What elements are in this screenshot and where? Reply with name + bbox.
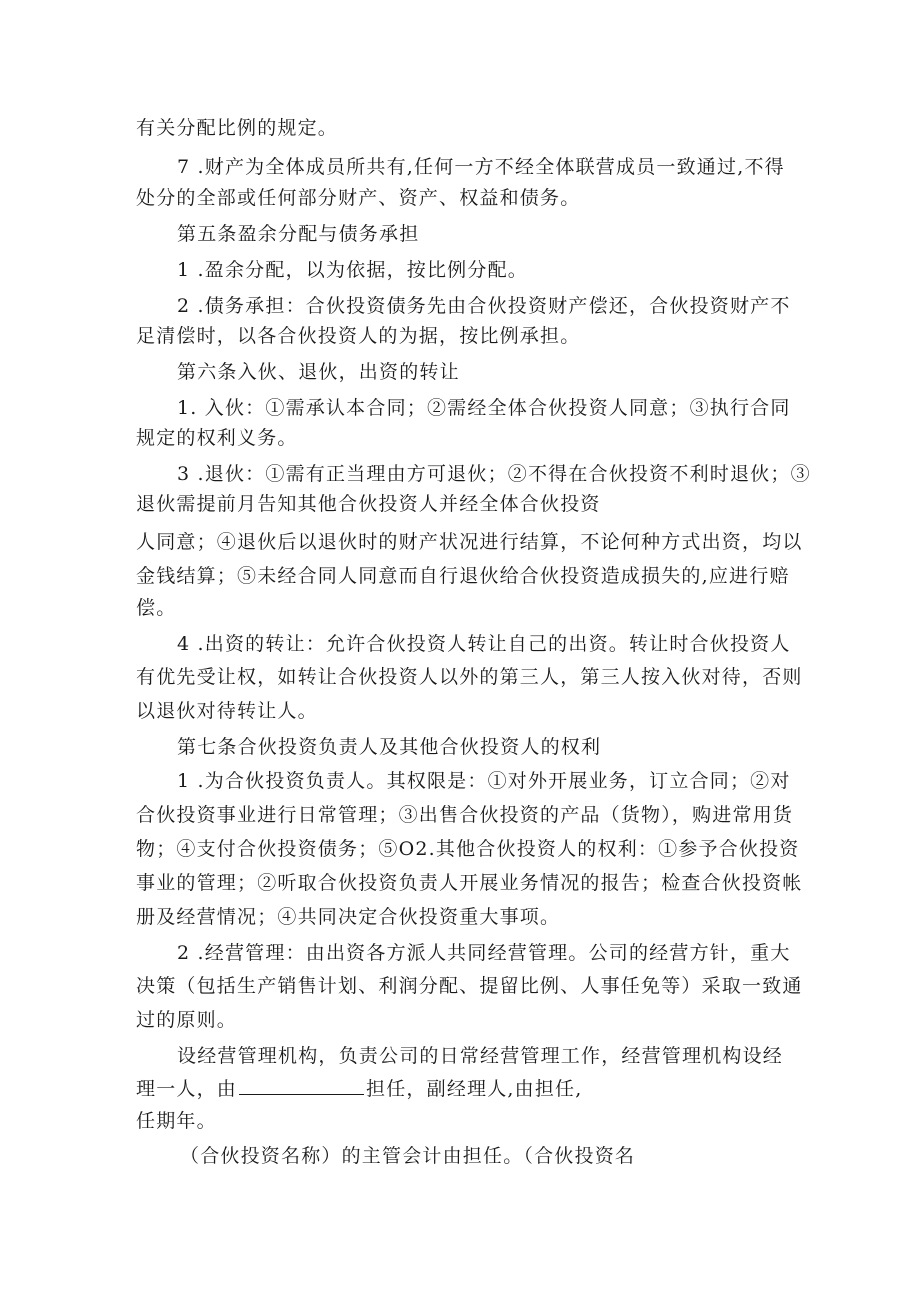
paragraph-line: 2 .经营管理：由出资各方派人共同经营管理。公司的经营方针，重大 xyxy=(177,942,791,964)
paragraph-line: 人同意；④退伙后以退伙时的财产状况进行结算，不论何种方式出资，均以 xyxy=(136,531,803,553)
paragraph-line: 决策（包括生产销售计划、利润分配、提留比例、人事任免等）采取一致通 xyxy=(136,975,803,997)
paragraph-line: 退伙需提前月告知其他合伙投资人并经全体合伙投资 xyxy=(136,493,601,515)
paragraph-line: 任期年。 xyxy=(136,1110,217,1132)
section-heading: 第六条入伙、退伙，出资的转让 xyxy=(177,361,460,383)
paragraph-line: 有优先受让权，如转让合伙投资人以外的第三人，第三人按入伙对待，否则 xyxy=(136,666,803,688)
paragraph-line: 2 .债务承担：合伙投资债务先由合伙投资财产偿还，合伙投资财产不 xyxy=(177,295,791,317)
paragraph-line: 事业的管理；②听取合伙投资负责人开展业务情况的报告；检查合伙投资帐 xyxy=(136,872,803,894)
paragraph-line: 以退伙对待转让人。 xyxy=(136,700,318,722)
section-heading: 第七条合伙投资负责人及其他合伙投资人的权利 xyxy=(177,736,602,758)
paragraph-line: 1. 入伙：①需承认本合同；②需经全体合伙投资人同意；③执行合同 xyxy=(177,397,791,419)
paragraph-line: （合伙投资名称）的主管会计由担任。（合伙投资名 xyxy=(180,1145,636,1167)
paragraph-line: 过的原则。 xyxy=(136,1009,238,1031)
section-heading: 第五条盈余分配与债务承担 xyxy=(177,223,420,245)
paragraph-line: 金钱结算；⑤未经合同人同意而自行退伙给合伙投资造成损失的,应进行赔 xyxy=(136,565,790,587)
paragraph-line: 合伙投资事业进行日常管理；③出售合伙投资的产品（货物），购进常用货 xyxy=(136,804,794,826)
fill-in-blank xyxy=(239,1076,364,1095)
paragraph-line: 册及经营情况；④共同决定合伙投资重大事项。 xyxy=(136,906,561,928)
paragraph-line: 1 .盈余分配，以为依据，按比例分配。 xyxy=(177,259,528,281)
paragraph-line: 7 .财产为全体成员所共有,任何一方不经全体联营成员一致通过,不得 xyxy=(177,156,785,178)
paragraph-line: 3 .退伙：①需有正当理由方可退伙；②不得在合伙投资不利时退伙；③ xyxy=(177,463,811,485)
paragraph-line: 4 .出资的转让：允许合伙投资人转让自己的出资。转让时合伙投资人 xyxy=(177,633,791,655)
paragraph-line: 1 .为合伙投资负责人。其权限是：①对外开展业务，订立合同；②对 xyxy=(177,770,791,792)
line-text-before-blank: 理一人，由 xyxy=(136,1078,238,1100)
paragraph-line: 设经营管理机构，负责公司的日常经营管理工作，经营管理机构设经 xyxy=(177,1045,784,1067)
line-text-after-blank: 担任，副经理人,由担任, xyxy=(366,1078,583,1100)
paragraph-line: 有关分配比例的规定。 xyxy=(136,117,339,139)
paragraph-line: 处分的全部或任何部分财产、资产、权益和债务。 xyxy=(136,187,581,209)
paragraph-line: 规定的权利义务。 xyxy=(136,427,298,449)
paragraph-line: 物；④支付合伙投资债务；⑤O2.其他合伙投资人的权利：①参予合伙投资 xyxy=(136,838,800,860)
paragraph-line: 足清偿时，以各合伙投资人的为据，按比例承担。 xyxy=(136,325,581,347)
paragraph-line-with-blank xyxy=(136,1076,920,1101)
paragraph-line: 偿。 xyxy=(136,597,177,619)
